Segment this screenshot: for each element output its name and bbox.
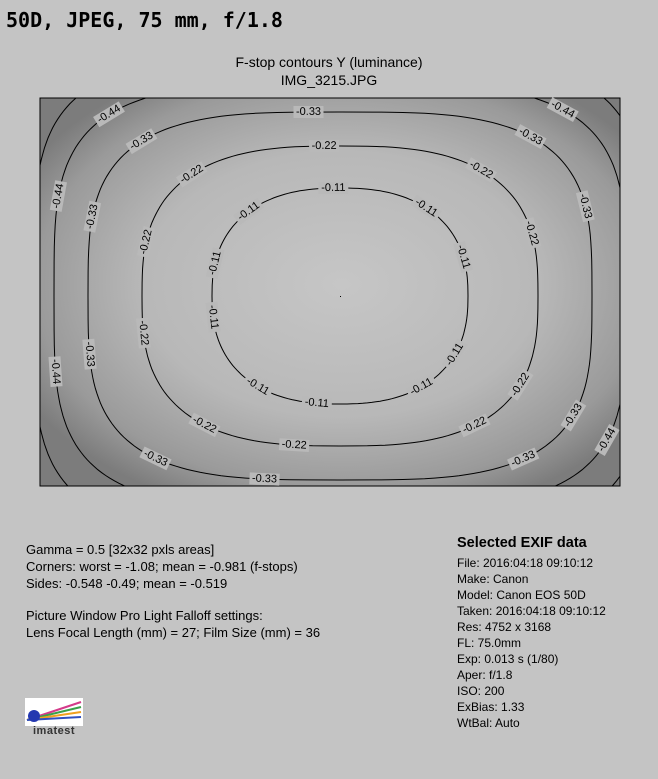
contour-label: -0.33 bbox=[295, 105, 322, 118]
contour-label: -0.44 bbox=[548, 98, 577, 121]
contour-label: -0.33 bbox=[576, 192, 595, 220]
contour-label: -0.11 bbox=[454, 243, 473, 271]
contour-label: -0.33 bbox=[83, 203, 101, 231]
contour-label: -0.22 bbox=[137, 228, 155, 256]
exif-row: FL: 75.0mm bbox=[457, 636, 522, 650]
contour-label: -0.22 bbox=[522, 219, 541, 247]
contour-label-group bbox=[293, 106, 323, 118]
exif-row: Exp: 0.013 s (1/80) bbox=[457, 652, 559, 666]
logo-text: imatest bbox=[32, 725, 76, 737]
contour-label: -0.11 bbox=[321, 181, 346, 195]
contour-label: -0.22 bbox=[467, 158, 495, 182]
contour-label: -0.11 bbox=[206, 249, 224, 277]
exif-row: Aper: f/1.8 bbox=[457, 668, 513, 682]
exif-row: Make: Canon bbox=[457, 572, 529, 586]
contour-label: -0.33 bbox=[561, 401, 585, 430]
contour-label: -0.22 bbox=[281, 438, 308, 452]
contour-label: -0.33 bbox=[516, 125, 545, 148]
exif-row: Res: 4752 x 3168 bbox=[457, 620, 552, 634]
contour-label: -0.11 bbox=[304, 396, 330, 411]
contour-label: -0.33 bbox=[127, 129, 156, 153]
pwp-values: Lens Focal Length (mm) = 27; Film Size (mm) = 36 bbox=[26, 625, 321, 640]
contour-label: -0.11 bbox=[235, 199, 262, 224]
contour-label-group bbox=[309, 140, 339, 152]
sides-note: Sides: -0.548 -0.49; mean = -0.519 bbox=[26, 576, 228, 591]
corners-note: Corners: worst = -1.08; mean = -0.981 (f-stops) bbox=[26, 559, 298, 574]
chart-title: F-stop contours Y (luminance) bbox=[235, 54, 423, 70]
contour-label: -0.11 bbox=[443, 340, 467, 368]
contour-label: -0.33 bbox=[82, 341, 97, 368]
imatest-logo-icon bbox=[25, 698, 83, 726]
contour-label: -0.44 bbox=[595, 426, 619, 454]
center-marker bbox=[340, 296, 341, 297]
contour-label: -0.44 bbox=[50, 182, 67, 210]
contour-label-group bbox=[279, 438, 310, 452]
contour-label: -0.33 bbox=[141, 447, 170, 470]
exif-row: File: 2016:04:18 09:10:12 bbox=[457, 556, 594, 570]
contour-label: -0.22 bbox=[311, 139, 337, 152]
contour-label: -0.22 bbox=[460, 414, 489, 437]
contour-label-group bbox=[48, 356, 62, 387]
chart-subtitle: IMG_3215.JPG bbox=[280, 72, 378, 88]
contour-label: -0.11 bbox=[205, 304, 221, 330]
contour-label: -0.44 bbox=[95, 102, 123, 126]
contour-label-group bbox=[301, 396, 332, 411]
contour-label-group bbox=[82, 339, 96, 370]
imatest-logo bbox=[25, 698, 83, 738]
exif-row: Model: Canon EOS 50D bbox=[457, 588, 586, 602]
pwp-title: Picture Window Pro Light Falloff settings: bbox=[26, 608, 263, 623]
exif-title: Selected EXIF data bbox=[457, 535, 587, 551]
contour-label: -0.22 bbox=[136, 319, 151, 347]
gamma-note: Gamma = 0.5 [32x32 pxls areas] bbox=[26, 542, 215, 557]
contour-label-group bbox=[249, 472, 280, 485]
contour-label: -0.22 bbox=[190, 413, 219, 436]
exif-panel bbox=[457, 535, 606, 731]
contour-label: -0.33 bbox=[509, 448, 538, 470]
contour-label: -0.44 bbox=[48, 358, 63, 385]
analysis-notes bbox=[26, 541, 320, 641]
page-title: 50D, JPEG, 75 mm, f/1.8 bbox=[6, 8, 283, 32]
contour-label: -0.22 bbox=[508, 370, 533, 399]
contour-label: -0.22 bbox=[177, 162, 206, 187]
contour-label: -0.33 bbox=[251, 472, 278, 486]
exif-row: ISO: 200 bbox=[457, 684, 505, 698]
exif-row: ExBias: 1.33 bbox=[457, 700, 525, 714]
plot-background bbox=[40, 98, 620, 486]
contour-label: -0.11 bbox=[412, 196, 440, 220]
contour-label-group bbox=[318, 182, 348, 194]
contour-label: -0.11 bbox=[244, 375, 272, 398]
exif-row: WtBal: Auto bbox=[457, 716, 520, 730]
contour-label: -0.11 bbox=[407, 375, 435, 398]
exif-row: Taken: 2016:04:18 09:10:12 bbox=[457, 604, 606, 618]
